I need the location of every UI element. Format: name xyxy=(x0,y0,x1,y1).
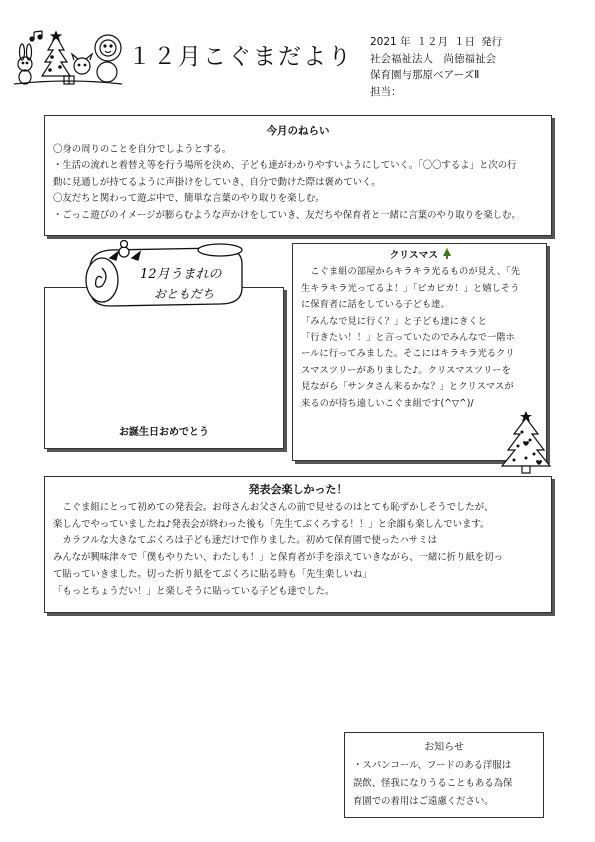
recital-line: カラフルな大きなてぶくろは子ども達だけで作りました。初めて保育園で使ったハサミは xyxy=(53,535,438,547)
aims-line: 動に見通しが持てるように声掛けをしていき、自分で動けた際は褒めていく。 xyxy=(53,176,381,188)
christmas-line: 「みんなで見に行く？」と子ども達にきくと xyxy=(301,315,487,327)
birthday-wish: お誕生日おめでとう xyxy=(119,427,209,438)
issue-date xyxy=(370,34,508,51)
staff-label: 担当： xyxy=(370,85,402,98)
recital-line: 「もっとちょうだい！」と楽しそうに貼っている子ども達でした。 xyxy=(53,585,335,597)
banner-line-1: 12月うまれの xyxy=(140,267,222,282)
monthly-aims-box xyxy=(44,115,552,236)
issue-day: １日 xyxy=(454,36,476,48)
aims-line: 〇身の周りのことを自分でしようとする。 xyxy=(53,143,232,155)
christmas-line: こぐま組の部屋からキラキラ光るものが見え、「先 xyxy=(301,266,521,278)
christmas-line: 生キラキラ光ってるよ！」「ピカピカ！」と嬉しそう xyxy=(301,282,520,294)
recital-line: みんなが興味津々で「僕もやりたい、わたしも！」と保育者が手を添えていきながら、一緒に折り紙を切っ xyxy=(53,552,504,564)
organization-name: 社会福祉法人 尚徳福祉会 xyxy=(370,52,496,65)
notice-line: 育園での着用はご遠慮ください。 xyxy=(353,796,494,807)
tree-icon xyxy=(442,248,452,260)
issue-label: 発行 xyxy=(481,36,503,48)
christmas-heading: クリスマス xyxy=(389,250,439,261)
christmas-heading-row xyxy=(301,248,540,264)
recital-line: こぐま組にとって初めての発表会。お母さんお父さんの前で見せるのはとても恥ずかしそうでしたが、 xyxy=(53,501,494,513)
christmas-line: 来るのが待ち遠しいこぐま組です(^▽^)/ xyxy=(301,397,474,409)
recital-box xyxy=(44,476,552,613)
notice-box xyxy=(344,732,544,818)
aims-line: 〇友だちと関わって遊ぶ中で、簡単な言葉のやり取りを楽しむ。 xyxy=(53,193,325,204)
christmas-line: に保育者に話をしている子ども達。 xyxy=(301,299,450,311)
recital-heading: 発表会楽しかった！ xyxy=(248,483,348,496)
issue-year: 2021 年 xyxy=(370,36,411,48)
header-illustration xyxy=(12,30,124,86)
notice-heading: お知らせ xyxy=(424,742,464,753)
notice-line: 誤飲、怪我になりうることもある為保 xyxy=(353,778,513,789)
birthday-banner xyxy=(70,238,250,310)
christmas-line: 見ながら「サンタさん来るかな？」とクリスマスが xyxy=(301,381,514,393)
page-title: １２月こぐまだより xyxy=(128,44,353,70)
christmas-line: スマスツリーがありました♪。クリスマスツリーを xyxy=(301,364,511,376)
aims-line: ・ごっこ遊びのイメージが膨らむような声かけをしていき、友だちや保育者と一緒に言葉のやり取りを楽しむ。 xyxy=(53,209,521,221)
christmas-tree-illustration xyxy=(496,410,556,475)
issuer-block xyxy=(370,34,508,100)
aims-heading: 今月のねらい xyxy=(266,125,330,137)
issue-month: １２月 xyxy=(416,36,449,48)
christmas-line: 「行きたい！！」と言っていたのでみんなで一階ホ xyxy=(301,332,515,344)
notice-line: ・スパンコール、フードのある洋服は xyxy=(353,760,512,771)
recital-line: 楽しんでやっていましたね♪発表会が終わった後も「先生てぶくろする！！」と余韻も楽しんでいます。 xyxy=(53,518,490,530)
christmas-line: ールに行ってみました。そこにはキラキラ光るクリ xyxy=(301,348,515,360)
banner-line-2: おともだち xyxy=(154,287,215,301)
aims-line: ・生活の流れと着替え等を行う場所を決め、子ども達がわかりやすいようにしていく。「〇〇するよ」と次の行 xyxy=(53,160,517,171)
school-name: 保育園与那原ベアーズⅡ xyxy=(370,69,480,81)
recital-line: て貼っていきました。切った折り紙をてぶくろに貼る時も「先生楽しいね」 xyxy=(53,568,372,580)
